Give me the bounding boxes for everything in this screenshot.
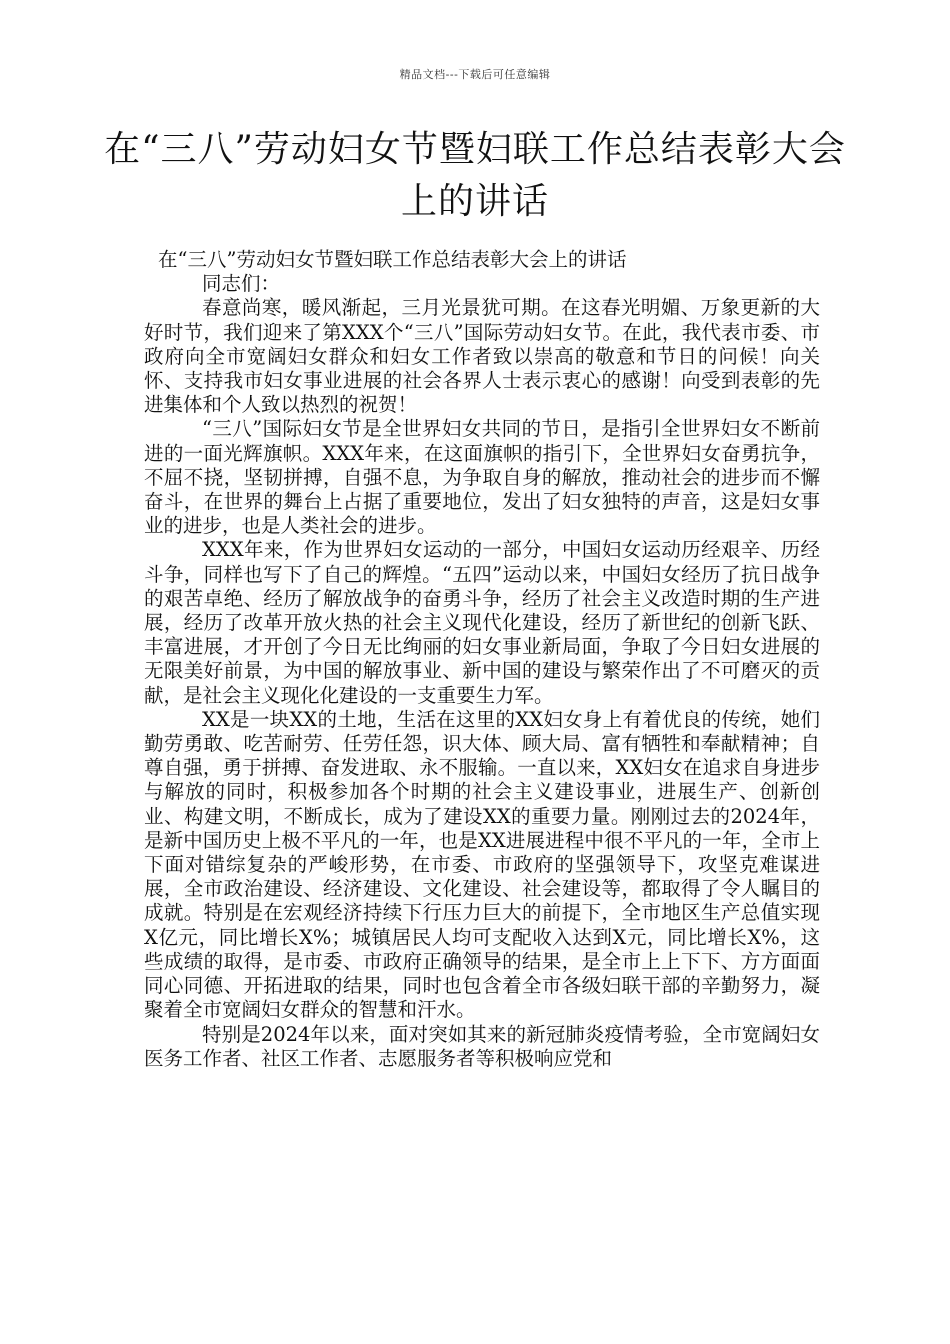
- paragraph: XX是一块XX的土地，生活在这里的XX妇女身上有着优良的传统，她们勤劳勇敢、吃苦耐劳、任劳任怨，识大体、顾大局、富有牺牲和奉献精神；自尊自强，勇于拼搏、奋发进取、永不服输。一直以来，XX妇女在追求自身进步与解放的同时，积极参加各个时期的社会主义建设事业，进展生产、创新创业、构建文明，不断成长，成为了建设XX的重要力量。刚刚过去的2024年，是新中国历史上极不平凡的一年，也是XX进展进程中很不平凡的一年，全市上下面对错综复杂的严峻形势，在市委、市政府的坚强领导下，攻坚克难谋进展，全市政治建设、经济建设、文化建设、社会建设等，都取得了令人瞩目的成就。特别是在宏观经济持续下行压力巨大的前提下，全市地区生产总值实现X亿元，同比增长X%；城镇居民人均可支配收入达到X元，同比增长X%，这些成绩的取得，是市委、市政府正确领导的结果，是全市上上下下、方方面面同心同德、开拓进取的结果，同时也包含着全市各级妇联干部的辛勤努力，凝聚着全市宽阔妇女群众的智慧和汗水。: [144, 707, 820, 1022]
- paragraph: 春意尚寒，暖风渐起，三月光景犹可期。在这春光明媚、万象更新的大好时节，我们迎来了第XXX个“三八”国际劳动妇女节。在此，我代表市委、市政府向全市宽阔妇女群众和妇女工作者致以崇高的敬意和节日的问候！向关怀、支持我市妇女事业进展的社会各界人士表示衷心的感谢！向受到表彰的先进集体和个人致以热烈的祝贺！: [144, 296, 820, 417]
- document-title: 在“三八”劳动妇女节暨妇联工作总结表彰大会上的讲话: [104, 129, 846, 222]
- document-body: [144, 248, 820, 1071]
- paragraph: 特别是2024年以来，面对突如其来的新冠肺炎疫情考验，全市宽阔妇女医务工作者、社区工作者、志愿服务者等积极响应党和: [144, 1022, 820, 1070]
- paragraph: XXX年来，作为世界妇女运动的一部分，中国妇女运动历经艰辛、历经斗争，同样也写下了自己的辉煌。“五四”运动以来，中国妇女经历了抗日战争的艰苦卓绝、经历了解放战争的奋勇斗争，经历了社会主义改造时期的生产进展，经历了改革开放火热的社会主义现代化建设，经历了新世纪的创新飞跃、丰富进展，才开创了今日无比绚丽的妇女事业新局面，争取了今日妇女进展的无限美好前景，为中国的解放事业、新中国的建设与繁荣作出了不可磨灭的贡献，是社会主义现化化建设的一支重要生力军。: [144, 538, 820, 707]
- salutation: 同志们：: [202, 272, 281, 296]
- header-note: 精品文档---下载后可任意编辑: [399, 68, 551, 81]
- paragraph: “三八”国际妇女节是全世界妇女共同的节日，是指引全世界妇女不断前进的一面光辉旗帜。XXX年来，在这面旗帜的指引下，全世界妇女奋勇抗争，不屈不挠，坚韧拼搏，自强不息，为争取自身的解放，推动社会的进步而不懈奋斗，在世界的舞台上占据了重要地位，发出了妇女独特的声音，这是妇女事业的进步，也是人类社会的进步。: [144, 417, 820, 538]
- speech-subtitle: 在“三八”劳动妇女节暨妇联工作总结表彰大会上的讲话: [158, 248, 627, 271]
